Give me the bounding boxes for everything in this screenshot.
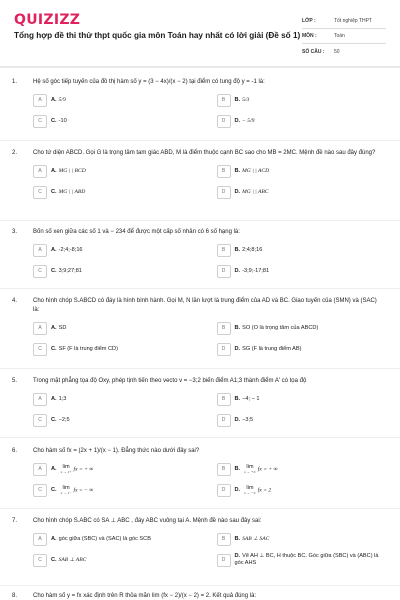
question-separator bbox=[0, 508, 400, 509]
option-letter: D bbox=[217, 554, 231, 567]
question-separator bbox=[0, 585, 400, 586]
option-c[interactable] bbox=[33, 114, 201, 128]
meta-subject-label: MÔN : bbox=[302, 33, 317, 39]
limit-subscript: x → −∞ bbox=[244, 491, 256, 495]
option-letter: A bbox=[33, 322, 47, 335]
option-key: B. bbox=[234, 535, 241, 542]
option-a[interactable] bbox=[33, 392, 201, 406]
option-letter: C bbox=[33, 343, 47, 356]
question-text: Bốn số xen giữa các số 1 và − 234 để được một cấp số nhân có 6 số hạng là: bbox=[33, 229, 240, 235]
question-6 bbox=[12, 447, 392, 497]
option-key: C. bbox=[51, 117, 57, 124]
answer-options bbox=[33, 164, 392, 199]
option-key: D. bbox=[234, 117, 241, 124]
answer-options bbox=[33, 462, 392, 497]
option-key: A. bbox=[51, 96, 57, 103]
option-text: fx = 2 bbox=[257, 487, 272, 494]
option-c[interactable] bbox=[33, 413, 201, 427]
question-number: 5. bbox=[12, 378, 18, 384]
option-b[interactable] bbox=[217, 243, 385, 257]
limit-symbol: lim bbox=[246, 485, 254, 491]
option-key: B. bbox=[234, 167, 241, 174]
meta-subject-row bbox=[302, 29, 386, 44]
option-key: B. bbox=[234, 395, 241, 402]
question-text: Hệ số góc tiếp tuyến của đồ thị hàm số y = (3 − 4x)/(x − 2) tại điểm có tung độ y = -1 là: bbox=[33, 79, 265, 85]
option-letter: D bbox=[217, 186, 231, 199]
option-text: Vẽ AH ⊥ BC, H thuộc BC. Góc giữa (SBC) và (ABC) là góc AHS bbox=[234, 553, 379, 566]
option-key: C. bbox=[51, 345, 57, 352]
option-letter: D bbox=[217, 115, 231, 128]
meta-count-row bbox=[302, 44, 386, 59]
question-separator bbox=[0, 288, 400, 289]
limit-symbol: lim bbox=[62, 485, 70, 491]
option-letter: C bbox=[33, 115, 47, 128]
option-letter: B bbox=[217, 165, 231, 178]
option-key: A. bbox=[51, 466, 57, 473]
option-text: SAB ⊥ ABC bbox=[58, 556, 87, 563]
answer-options bbox=[33, 392, 392, 427]
meta-class-row bbox=[302, 14, 386, 29]
option-key: A. bbox=[51, 167, 57, 174]
option-key: D. bbox=[234, 345, 241, 352]
option-letter: B bbox=[217, 463, 231, 476]
option-b[interactable] bbox=[217, 462, 385, 476]
option-letter: B bbox=[217, 393, 231, 406]
option-text: −3;5 bbox=[242, 416, 254, 423]
option-text: −2;5 bbox=[58, 416, 70, 423]
option-a[interactable] bbox=[33, 243, 201, 257]
option-text: 5/3 bbox=[242, 96, 250, 103]
option-text: -3;9;-17;81 bbox=[242, 267, 270, 274]
question-2 bbox=[12, 149, 392, 199]
question-separator bbox=[0, 220, 400, 221]
question-number: 3. bbox=[12, 229, 18, 235]
question-5 bbox=[12, 377, 392, 427]
meta-subject-value: Toán bbox=[334, 33, 345, 39]
question-3 bbox=[12, 228, 392, 278]
option-key: C. bbox=[51, 556, 57, 563]
option-letter: A bbox=[33, 463, 47, 476]
option-text: fx = − ∞ bbox=[73, 487, 94, 494]
option-key: D. bbox=[234, 267, 241, 274]
question-8 bbox=[12, 592, 392, 600]
option-text: 1;3 bbox=[58, 395, 67, 402]
answer-options bbox=[33, 321, 392, 356]
option-text: -2;4;-8;16 bbox=[58, 246, 83, 253]
meta-class-label: LỚP : bbox=[302, 18, 316, 24]
option-a[interactable] bbox=[33, 532, 201, 546]
option-text: 2;4;8;16 bbox=[242, 246, 263, 253]
option-key: C. bbox=[51, 416, 57, 423]
question-7 bbox=[12, 517, 392, 567]
option-letter: D bbox=[217, 265, 231, 278]
option-letter: A bbox=[33, 533, 47, 546]
question-number: 1. bbox=[12, 79, 18, 85]
option-b[interactable] bbox=[217, 321, 385, 335]
option-d[interactable] bbox=[217, 483, 385, 497]
question-text: Cho hàm số y = fx xác định trên R thỏa mãn lim (fx − 2)/(x − 2) = 2. Kết quả đúng là: bbox=[33, 593, 257, 599]
option-letter: C bbox=[33, 554, 47, 567]
option-letter: C bbox=[33, 414, 47, 427]
question-text: Trong mặt phẳng tọa độ Oxy, phép tịnh tiến theo vecto v = −3;2 biến điểm A1;3 thành điểm A' có tọa độ bbox=[33, 378, 307, 384]
question-separator bbox=[0, 368, 400, 369]
option-text: MG | | ABD bbox=[58, 188, 86, 195]
option-a[interactable] bbox=[33, 321, 201, 335]
option-text: fx = + ∞ bbox=[257, 466, 278, 473]
limit-subscript: x → 1− bbox=[60, 491, 72, 495]
answer-options bbox=[33, 93, 392, 128]
question-number: 4. bbox=[12, 298, 18, 304]
option-c[interactable] bbox=[33, 553, 201, 567]
answer-options bbox=[33, 243, 392, 278]
option-text: SD bbox=[58, 324, 67, 331]
option-c[interactable] bbox=[33, 342, 201, 356]
option-letter: D bbox=[217, 343, 231, 356]
option-d[interactable] bbox=[217, 114, 385, 128]
option-key: C. bbox=[51, 188, 57, 195]
option-text: 3;9;27;81 bbox=[58, 267, 82, 274]
limit-symbol: lim bbox=[62, 464, 70, 470]
option-key: A. bbox=[51, 246, 57, 253]
option-key: D. bbox=[234, 487, 241, 494]
option-letter: A bbox=[33, 165, 47, 178]
option-letter: D bbox=[217, 484, 231, 497]
option-d[interactable] bbox=[217, 342, 385, 356]
question-text: Cho tứ diện ABCD. Gọi G là trọng tâm tam giác ABD, M là điểm thuộc cạnh BC sao cho MB = 2MC. Mệnh đề nào sau đây đúng? bbox=[33, 150, 376, 156]
option-text: -10 bbox=[58, 117, 67, 124]
worksheet-meta bbox=[302, 14, 386, 59]
option-letter: A bbox=[33, 244, 47, 257]
option-d[interactable] bbox=[217, 264, 385, 278]
option-text: 5/9 bbox=[58, 96, 66, 103]
question-number: 6. bbox=[12, 448, 18, 454]
option-text: MG | | ABC bbox=[242, 188, 269, 195]
option-key: B. bbox=[234, 246, 241, 253]
option-text: SO (O là trọng tâm của ABCD) bbox=[242, 324, 319, 331]
question-text: Cho hàm số fx = (2x + 1)/(x − 1). Đẳng thức nào dưới đây sai? bbox=[33, 448, 200, 454]
question-4 bbox=[12, 297, 392, 356]
question-number: 8. bbox=[12, 593, 18, 599]
option-a[interactable] bbox=[33, 93, 201, 107]
option-text: SG (F là trung điểm AB) bbox=[242, 345, 302, 352]
option-letter: A bbox=[33, 94, 47, 107]
option-letter: B bbox=[217, 533, 231, 546]
option-key: A. bbox=[51, 535, 57, 542]
option-key: B. bbox=[234, 466, 241, 473]
option-c[interactable] bbox=[33, 185, 201, 199]
option-letter: C bbox=[33, 265, 47, 278]
worksheet-header bbox=[14, 12, 386, 60]
option-c[interactable] bbox=[33, 483, 201, 497]
question-number: 7. bbox=[12, 518, 18, 524]
option-letter: D bbox=[217, 414, 231, 427]
option-d[interactable] bbox=[217, 553, 385, 567]
limit-symbol: lim bbox=[246, 464, 254, 470]
question-1 bbox=[12, 78, 392, 128]
option-d[interactable] bbox=[217, 185, 385, 199]
quizizz-logo: QUIZIZZ bbox=[14, 12, 81, 28]
option-b[interactable] bbox=[217, 164, 385, 178]
option-text: SAB ⊥ SAC bbox=[242, 535, 270, 542]
option-key: D. bbox=[234, 188, 241, 195]
option-b[interactable] bbox=[217, 93, 385, 107]
question-separator bbox=[0, 437, 400, 438]
option-key: D. bbox=[234, 416, 241, 423]
option-letter: B bbox=[217, 94, 231, 107]
option-text: −4; − 1 bbox=[242, 395, 260, 402]
option-a[interactable] bbox=[33, 164, 201, 178]
option-key: C. bbox=[51, 487, 57, 494]
option-text: góc giữa (SBC) và (SAC) là góc SCB bbox=[58, 535, 151, 542]
option-text: fx = + ∞ bbox=[73, 466, 94, 473]
option-key: B. bbox=[234, 96, 241, 103]
question-number: 2. bbox=[12, 150, 18, 156]
option-d[interactable] bbox=[217, 413, 385, 427]
option-letter: B bbox=[217, 244, 231, 257]
limit-subscript: x → +∞ bbox=[244, 470, 256, 474]
limit-subscript: x → 1+ bbox=[60, 470, 72, 474]
question-text: Cho hình chóp S.ABCD có đáy là hình bình hành. Gọi M, N lần lượt là trung điểm của AD và BC. Giao tuyến của (SMN) và (SAC) là: bbox=[33, 298, 377, 313]
option-text: MG | | BCD bbox=[58, 167, 86, 174]
header-divider bbox=[0, 66, 400, 68]
answer-options bbox=[33, 532, 392, 567]
option-b[interactable] bbox=[217, 392, 385, 406]
option-text: MG | | ACD bbox=[242, 167, 270, 174]
option-key: B. bbox=[234, 324, 241, 331]
option-letter: C bbox=[33, 186, 47, 199]
option-text: SF (F là trung điểm CD) bbox=[58, 345, 118, 352]
option-key: A. bbox=[51, 324, 57, 331]
question-text: Cho hình chóp S.ABC có SA ⊥ ABC , đáy ABC vuông tại A. Mệnh đề nào sau đây sai: bbox=[33, 518, 262, 524]
option-letter: A bbox=[33, 393, 47, 406]
option-c[interactable] bbox=[33, 264, 201, 278]
option-key: C. bbox=[51, 267, 57, 274]
option-text: − 5/9 bbox=[242, 117, 255, 124]
option-key: A. bbox=[51, 395, 57, 402]
option-key: D. bbox=[234, 553, 241, 559]
question-separator bbox=[0, 140, 400, 141]
worksheet-title: Tổng hợp đề thi thử thpt quốc gia môn Toán hay nhất có lời giải (Đề số 1) bbox=[14, 31, 301, 40]
option-letter: B bbox=[217, 322, 231, 335]
meta-count-label: SỐ CÂU : bbox=[302, 48, 325, 55]
meta-count-value: 50 bbox=[334, 48, 340, 55]
meta-class-value: Tốt nghiệp THPT bbox=[334, 18, 372, 24]
option-a[interactable] bbox=[33, 462, 201, 476]
option-letter: C bbox=[33, 484, 47, 497]
option-b[interactable] bbox=[217, 532, 385, 546]
